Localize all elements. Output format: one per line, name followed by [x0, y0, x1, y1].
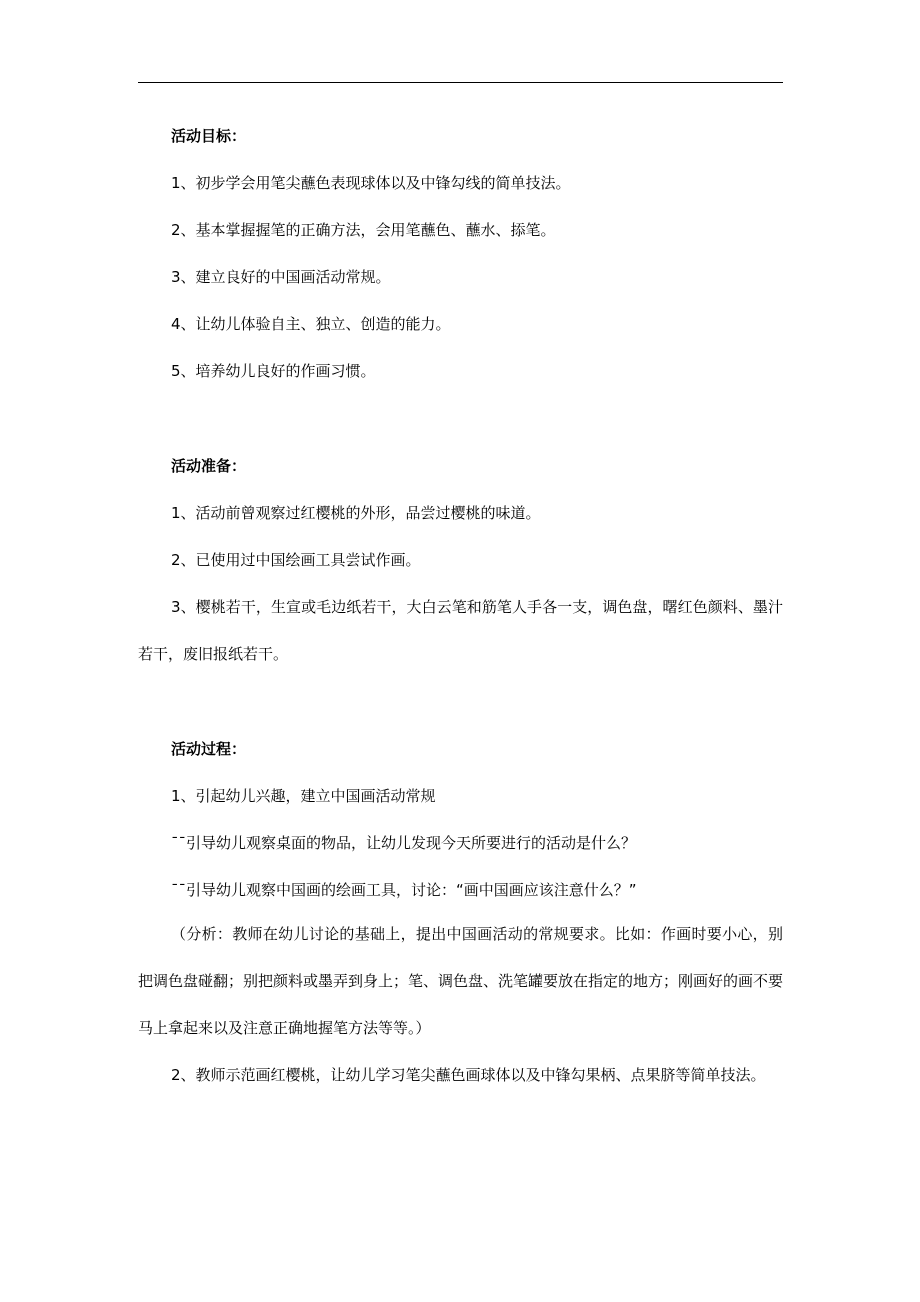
section-heading-process: 活动过程：	[171, 740, 247, 758]
section-preparation	[138, 448, 783, 683]
goal-item: 4、让幼儿体验自主、独立、创造的能力。	[171, 315, 451, 333]
goal-item: 3、建立良好的中国画活动常规。	[171, 268, 391, 286]
goal-item: 2、基本掌握握笔的正确方法，会用笔蘸色、蘸水、掭笔。	[171, 221, 556, 239]
section-heading-preparation: 活动准备：	[171, 457, 247, 475]
section-process	[138, 731, 783, 1107]
section-spacer	[138, 400, 783, 448]
section-heading-goals: 活动目标：	[171, 127, 247, 145]
document-body	[138, 118, 783, 1107]
preparation-item: 3、樱桃若干，生宣或毛边纸若干，大白云笔和筋笔人手各一支，调色盘，曙红色颜料、墨汁若干，废旧报纸若干。	[138, 598, 783, 663]
preparation-item: 1、活动前曾观察过红樱桃的外形，品尝过樱桃的味道。	[171, 504, 541, 522]
process-step-2: 2、教师示范画红樱桃，让幼儿学习笔尖蘸色画球体以及中锋勾果柄、点果脐等简单技法。	[171, 1066, 766, 1084]
process-analysis-note: （分析：教师在幼儿讨论的基础上，提出中国画活动的常规要求。比如：作画时要小心，别把调色盘碰翻；别把颜料或墨弄到身上；笔、调色盘、洗笔罐要放在指定的地方；刚画好的画不要马上拿起来以及注意正确地握笔方法等等。）	[138, 925, 784, 1037]
section-goals	[138, 118, 783, 400]
header-rule	[138, 82, 783, 83]
preparation-item: 2、已使用过中国绘画工具尝试作画。	[171, 551, 421, 569]
process-step-1: 1、引起幼儿兴趣，建立中国画活动常规	[171, 787, 436, 805]
goal-item: 1、初步学会用笔尖蘸色表现球体以及中锋勾线的简单技法。	[171, 174, 571, 192]
process-dash-item: ¯¯引导幼儿观察桌面的物品，让幼儿发现今天所要进行的活动是什么？	[171, 834, 637, 852]
goal-item: 5、培养幼儿良好的作画习惯。	[171, 362, 376, 380]
process-dash-item: ¯¯引导幼儿观察中国画的绘画工具，讨论：“画中国画应该注意什么？”	[171, 881, 637, 899]
section-spacer	[138, 683, 783, 731]
